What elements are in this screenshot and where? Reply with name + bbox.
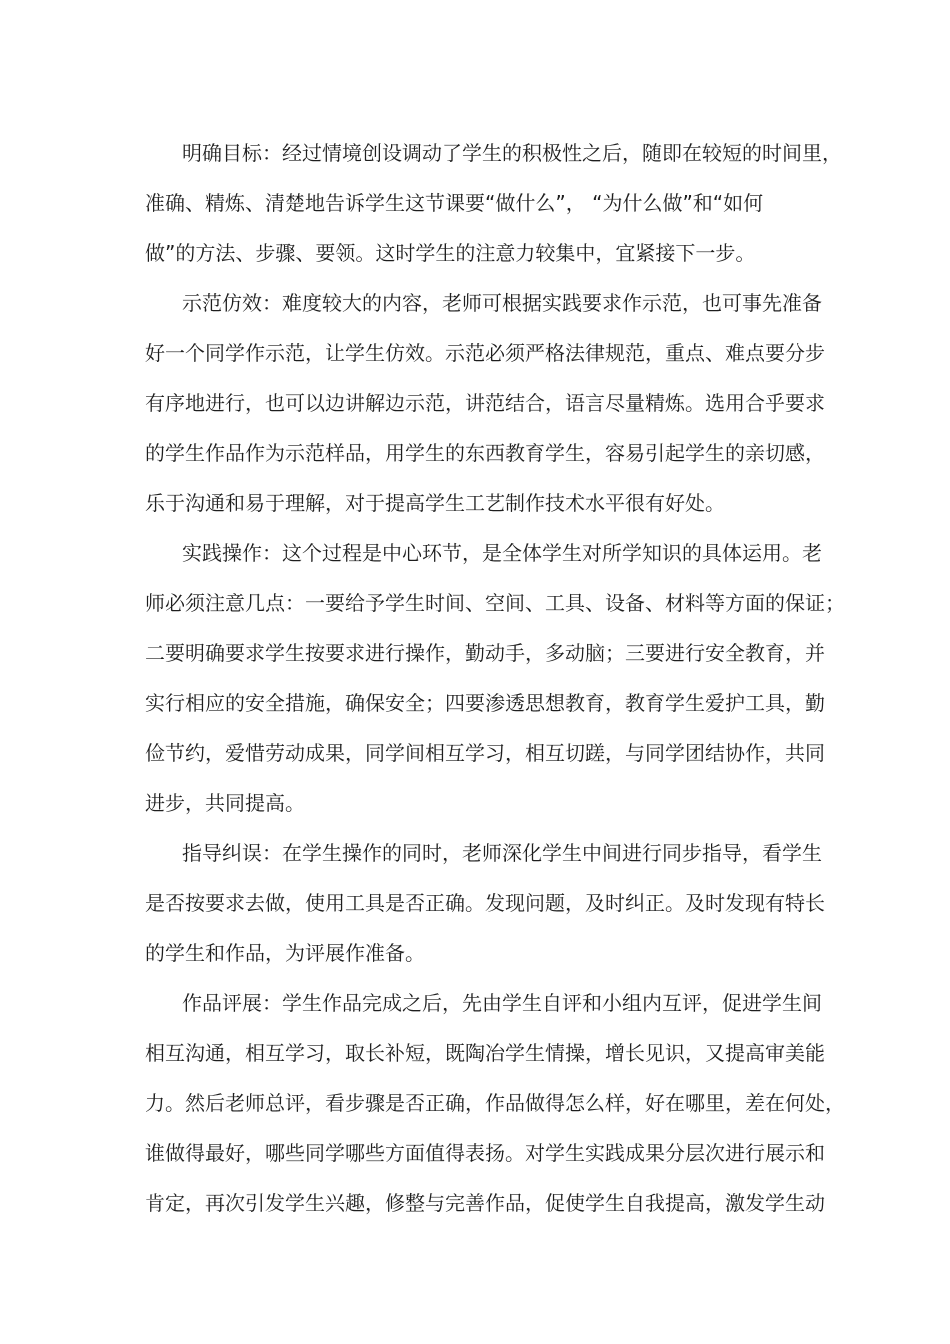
text-line: 谁做得最好，哪些同学哪些方面值得表扬。对学生实践成果分层次进行展示和 bbox=[145, 1141, 825, 1165]
text-line: 明确目标：经过情境创设调动了学生的积极性之后，随即在较短的时间里， bbox=[182, 141, 842, 165]
text-line: 准确、精炼、清楚地告诉学生这节课要“做什么”， “为什么做”和“如何 bbox=[145, 191, 764, 215]
text-line: 有序地进行，也可以边讲解边示范，讲范结合，语言尽量精炼。选用合乎要求 bbox=[145, 391, 825, 415]
text-line: 的学生作品作为示范样品，用学生的东西教育学生，容易引起学生的亲切感， bbox=[145, 441, 825, 465]
paragraph-evaluation bbox=[145, 978, 845, 1228]
text-line: 是否按要求去做，使用工具是否正确。发现问题，及时纠正。及时发现有特长 bbox=[145, 891, 825, 915]
paragraph-goal bbox=[145, 128, 842, 278]
text-line: 做”的方法、步骤、要领。这时学生的注意力较集中，宜紧接下一步。 bbox=[145, 241, 756, 265]
text-line: 乐于沟通和易于理解，对于提高学生工艺制作技术水平很有好处。 bbox=[145, 491, 725, 515]
text-line: 力。然后老师总评，看步骤是否正确，作品做得怎么样，好在哪里，差在何处， bbox=[145, 1091, 845, 1115]
paragraph-practice bbox=[145, 528, 845, 828]
text-line: 的学生和作品，为评展作准备。 bbox=[145, 941, 425, 965]
text-line: 肯定，再次引发学生兴趣，修整与完善作品，促使学生自我提高，激发学生动 bbox=[145, 1191, 825, 1215]
paragraph-guidance bbox=[145, 828, 825, 978]
text-line: 实行相应的安全措施，确保安全；四要渗透思想教育，教育学生爱护工具，勤 bbox=[145, 691, 825, 715]
document-body bbox=[145, 128, 845, 1228]
text-line: 师必须注意几点：一要给予学生时间、空间、工具、设备、材料等方面的保证； bbox=[145, 591, 845, 615]
text-line: 二要明确要求学生按要求进行操作，勤动手，多动脑；三要进行安全教育，并 bbox=[145, 641, 825, 665]
text-line: 实践操作：这个过程是中心环节，是全体学生对所学知识的具体运用。老 bbox=[182, 541, 822, 565]
text-line: 作品评展：学生作品完成之后，先由学生自评和小组内互评，促进学生间 bbox=[182, 991, 822, 1015]
text-line: 进步，共同提高。 bbox=[145, 791, 305, 815]
text-line: 指导纠误：在学生操作的同时，老师深化学生中间进行同步指导，看学生 bbox=[182, 841, 822, 865]
paragraph-demonstration bbox=[145, 278, 825, 528]
text-line: 示范仿效：难度较大的内容，老师可根据实践要求作示范，也可事先准备 bbox=[182, 291, 822, 315]
text-line: 好一个同学作示范，让学生仿效。示范必须严格法律规范，重点、难点要分步 bbox=[145, 341, 825, 365]
text-line: 相互沟通，相互学习，取长补短，既陶冶学生情操，增长见识，又提高审美能 bbox=[145, 1041, 825, 1065]
text-line: 俭节约，爱惜劳动成果，同学间相互学习，相互切蹉，与同学团结协作，共同 bbox=[145, 741, 825, 765]
